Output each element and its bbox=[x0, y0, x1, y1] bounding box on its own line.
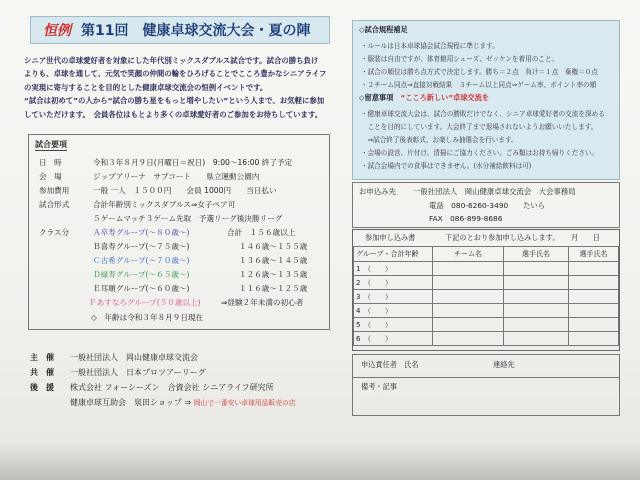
title-prefix: 恒例 bbox=[43, 23, 71, 39]
entry-row[interactable]: 1 （ ） bbox=[354, 262, 619, 276]
guideline-row-date: 日 時 令和３年８月９日(月曜日＝祝日) 9:00～16:00 終了予定 bbox=[39, 158, 293, 167]
class-name: Ｂ喜寿グループ(～７５歳～) bbox=[93, 242, 190, 251]
note-item: ・試合会場内での食事はできません。(水分補給飲料は可) bbox=[361, 162, 532, 170]
divider bbox=[353, 377, 619, 378]
class-name: Ｄ緑寿グループ(～６５歳～) bbox=[93, 270, 190, 279]
intro-text bbox=[24, 54, 342, 121]
col-header: 選手氏名 bbox=[569, 247, 619, 262]
contact-tel: 電話 080-6260-3490 たいら bbox=[429, 201, 546, 210]
rule-item: ・服装は自由ですが、体育館用シューズ、ゼッケンを着用のこと。 bbox=[361, 55, 559, 63]
guideline-row-fee: 参加費用 一般 一人 １５００円 会員 1000円 当日払い bbox=[39, 186, 277, 195]
note-item: ・健康卓球交流大会は、試合の勝敗だけでなく、シニア卓球愛好者の交流を深める bbox=[361, 110, 605, 118]
class-total: １４６歳～１５５歳 bbox=[239, 242, 308, 251]
contact-label: お申込み先 bbox=[359, 187, 396, 196]
remarks-label: 備考・記事 bbox=[361, 382, 397, 391]
rules-box bbox=[352, 20, 620, 180]
entry-header bbox=[353, 230, 619, 247]
entry-row[interactable]: 5 （ ） bbox=[354, 318, 619, 332]
applicant-box[interactable] bbox=[352, 354, 620, 416]
entry-date: 月 日 bbox=[571, 233, 600, 242]
class-total: １１６歳～１２５歳 bbox=[239, 284, 308, 293]
applicant-name-label: 申込責任者 氏名 bbox=[361, 360, 419, 369]
intro-line: “試合は初めて”の人から“試合の勝ち星をもっと増やしたい”という人まで、お気軽に参加 bbox=[24, 96, 325, 106]
entry-table bbox=[353, 246, 619, 346]
sponsor-row: 後 援 株式会社 フォーシーズン 合資会社 シニアライフ研究所 bbox=[30, 383, 274, 392]
class-total: ⇒経験２年未満の初心者 bbox=[221, 298, 304, 307]
class-name: Ａ卒寿グループ(～８０歳～) bbox=[93, 228, 190, 237]
intro-line: シニア世代の卓球愛好者を対象にした年代別ミックスダブルス試合です。試合の勝ち負け bbox=[24, 56, 319, 65]
shop-note: 岡山で一番安い卓球用品販売の店 bbox=[193, 399, 296, 407]
class-name: Ｆあすなろグループ(５０歳以上) bbox=[89, 298, 201, 307]
intro-line: よりも、卓球を通して、元気で笑顔の仲間の輪をひろげることでこころ豊かなシニアライフ bbox=[24, 69, 327, 79]
match-guidelines-box bbox=[28, 134, 330, 330]
age-note: ◇ 年齢は令和３年８月９日現在 bbox=[91, 313, 204, 322]
guideline-row-format2: ５ゲームマッチ３ゲーム先取 予選リーグ後決勝リーグ bbox=[93, 214, 283, 223]
paper-shadow bbox=[0, 442, 640, 480]
guideline-row-format: 試合形式 合計年齢別ミックスダブルス⇒女子ペア可 bbox=[39, 200, 236, 209]
class-name: Ｃ古希グループ(～７０歳～) bbox=[93, 256, 190, 265]
entry-form bbox=[352, 229, 620, 351]
entry-row[interactable]: 2 （ ） bbox=[354, 276, 619, 290]
class-total: １３６歳～１４５歳 bbox=[239, 256, 308, 265]
intro-line: の実現に寄与することを目的とした健康卓球交流会の恒例イベントです。 bbox=[24, 82, 268, 92]
class-total: １２６歳～１３５歳 bbox=[239, 270, 308, 279]
event-title bbox=[30, 16, 330, 44]
class-name: Ｅ耳順グループ(～６０歳～) bbox=[93, 284, 190, 293]
entry-row[interactable]: 3 （ ） bbox=[354, 290, 619, 304]
rule-item: ・ルールは日本卓球協会試合規程に準じます。 bbox=[361, 42, 499, 50]
rule-item: ・試合の順位は勝ち点方式で決定します。勝ち＝２点 負け＝１点 棄権＝０点 bbox=[361, 68, 598, 76]
applicant-contact-label: 連絡先 bbox=[493, 360, 515, 369]
col-header: グループ・合計年齢 bbox=[354, 247, 433, 262]
note-item: ⇒試合終了後表彰式、お楽しみ抽選会を行います。 bbox=[361, 136, 518, 144]
guidelines-title: 試合要項 bbox=[35, 140, 67, 149]
class-total: 合計 １５６歳以上 bbox=[227, 228, 296, 237]
entry-row[interactable]: 6 （ ） bbox=[354, 332, 619, 346]
notes-title: ◇留意事項 “こころ新しい”卓球交流を bbox=[359, 93, 489, 102]
note-item: ことを目的にしています。大会終了まで退場されないようお願いいたします。 bbox=[361, 123, 598, 131]
cohost-row: 共 催 一般社団法人 日本プロツアーリーグ bbox=[30, 368, 206, 377]
guideline-row-venue: 会 場 ジップアリーナ サブコート 県立運動公園内 bbox=[39, 172, 260, 181]
contact-box bbox=[352, 182, 620, 228]
note-item: ・会場の設営、片付け、清掃にご協力ください。ごみ類はお持ち帰りください。 bbox=[361, 149, 599, 157]
intro-line: していただけます。 会員各位はもとより多くの卓球愛好者のご参加をお待ちしています。 bbox=[24, 109, 323, 119]
contact-fax: FAX 086-899-8686 bbox=[429, 214, 503, 223]
col-header: 選手氏名 bbox=[504, 247, 569, 262]
entry-header-row bbox=[354, 247, 619, 262]
entry-title: 参加申し込み書 bbox=[365, 233, 416, 242]
rules-title: ◇試合規程補足 bbox=[359, 25, 408, 34]
entry-row[interactable]: 4 （ ） bbox=[354, 304, 619, 318]
class-label: クラス分 bbox=[39, 228, 70, 237]
col-header: チーム名 bbox=[433, 247, 504, 262]
organizer-row: 主 催 一般社団法人 岡山健康卓球交流会 bbox=[30, 353, 198, 362]
contact-org: 一般社団法人 岡山健康卓球交流会 大会事務局 bbox=[413, 187, 576, 196]
rule-item: ・２チーム同点⇒直接対戦結果 ３チーム以上同点⇒ゲーム率、ポイント率の順 bbox=[361, 81, 597, 89]
sponsor-row-2: 健康卓球互助会 泉田ショップ ⇒ 岡山で一番安い卓球用品販売の店 bbox=[70, 398, 296, 407]
entry-note: 下記のとおり参加申し込みします。 bbox=[445, 233, 560, 242]
title-main: 第11回 健康卓球交流大会・夏の陣 bbox=[81, 23, 311, 39]
